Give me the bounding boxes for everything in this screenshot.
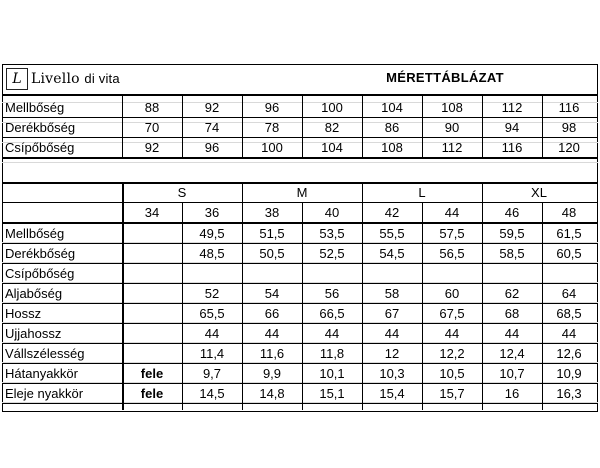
measurement-value: 55,5 <box>379 226 405 241</box>
measurement-value: 56,5 <box>439 246 465 261</box>
top-row-value: 104 <box>381 100 403 115</box>
row-divider <box>2 94 598 96</box>
brand-name: Livello <box>31 71 80 87</box>
column-divider <box>122 94 123 157</box>
logo-mark-icon: L <box>6 68 28 90</box>
top-row-label: Csípőbőség <box>5 140 75 155</box>
measurement-value: 10,5 <box>439 366 465 381</box>
top-row-value: 112 <box>501 100 523 115</box>
column-divider <box>362 94 363 157</box>
measurement-value: 64 <box>561 286 577 301</box>
column-divider <box>542 94 543 157</box>
page-title: MÉRETTÁBLÁZAT <box>386 70 504 85</box>
size-number: 34 <box>144 205 160 220</box>
measurement-value: 9,7 <box>202 366 222 381</box>
measurement-value: 15,7 <box>439 386 465 401</box>
measurement-label: Hossz <box>5 306 42 321</box>
measurement-label: Ujjahossz <box>5 326 62 341</box>
size-number: 46 <box>504 205 520 220</box>
column-divider <box>482 182 483 202</box>
measurement-value: 51,5 <box>259 226 285 241</box>
measurement-value: 52,5 <box>319 246 345 261</box>
top-row-value: 98 <box>561 120 577 135</box>
measurement-value: 15,1 <box>319 386 345 401</box>
measurement-value: 67,5 <box>439 306 465 321</box>
column-divider <box>422 94 423 157</box>
measurement-value: 54,5 <box>379 246 405 261</box>
measurement-value: 10,9 <box>556 366 582 381</box>
measurement-value: 52 <box>204 286 220 301</box>
measurement-value: 60,5 <box>556 246 582 261</box>
measurement-label: Hátanyakkör <box>5 366 78 381</box>
top-row-value: 112 <box>441 140 463 155</box>
measurement-label: Vállszélesség <box>5 346 85 361</box>
measurement-value: 10,7 <box>499 366 525 381</box>
measurement-value: 61,5 <box>556 226 582 241</box>
top-row-value: 92 <box>144 140 160 155</box>
measurement-value: 54 <box>264 286 280 301</box>
measurement-value: 66 <box>264 306 280 321</box>
measurement-value: 12,2 <box>439 346 465 361</box>
measurement-value: 11,4 <box>199 346 225 361</box>
measurement-value: 44 <box>264 326 280 341</box>
top-row-value: 70 <box>144 120 160 135</box>
measurement-value: 12,6 <box>556 346 582 361</box>
top-row-value: 86 <box>384 120 400 135</box>
measurement-label: Aljabőség <box>5 286 63 301</box>
measurement-value: 16 <box>504 386 520 401</box>
measurement-value: 44 <box>504 326 520 341</box>
measurement-value: 12,4 <box>499 346 525 361</box>
brand-sub: di vita <box>84 71 120 86</box>
size-chart <box>0 64 600 412</box>
size-number: 36 <box>204 205 220 220</box>
size-number: 48 <box>561 205 577 220</box>
top-row-value: 96 <box>204 140 220 155</box>
measurement-value: 59,5 <box>499 226 525 241</box>
measurement-value: 68 <box>504 306 520 321</box>
measurement-value: 67 <box>384 306 400 321</box>
top-row-value: 88 <box>144 100 160 115</box>
top-row-value: 120 <box>558 140 580 155</box>
measurement-value: 11,6 <box>259 346 285 361</box>
column-divider <box>362 182 363 202</box>
column-divider <box>242 182 243 202</box>
measurement-value: 10,3 <box>379 366 405 381</box>
size-group-label: XL <box>531 185 547 200</box>
measurement-value: 44 <box>324 326 340 341</box>
top-row-value: 116 <box>558 100 580 115</box>
top-row-value: 92 <box>204 100 220 115</box>
measurement-value: 62 <box>504 286 520 301</box>
measurement-label: Derékbőség <box>5 246 76 261</box>
top-row-value: 96 <box>264 100 280 115</box>
measurement-value: 16,3 <box>556 386 582 401</box>
column-divider <box>302 94 303 157</box>
top-row-value: 94 <box>504 120 520 135</box>
column-divider <box>482 94 483 157</box>
size-number: 44 <box>444 205 460 220</box>
size-number: 40 <box>324 205 340 220</box>
measurement-value: 12 <box>384 346 400 361</box>
measurement-label: Eleje nyakkör <box>5 386 84 401</box>
measurement-value: 57,5 <box>439 226 465 241</box>
top-row-value: 116 <box>501 140 523 155</box>
measurement-value: 68,5 <box>556 306 582 321</box>
measurement-value: 10,1 <box>319 366 345 381</box>
size-number: 42 <box>384 205 400 220</box>
measurement-value: 48,5 <box>199 246 225 261</box>
size-group-label: L <box>418 185 426 200</box>
measurement-value: 60 <box>444 286 460 301</box>
measurement-value: 14,5 <box>199 386 225 401</box>
top-row-value: 90 <box>444 120 460 135</box>
top-row-value: 78 <box>264 120 280 135</box>
measurement-value: 11,8 <box>319 346 345 361</box>
top-row-value: 82 <box>324 120 340 135</box>
measurement-note: fele <box>140 386 164 401</box>
top-row-value: 108 <box>381 140 403 155</box>
measurement-label: Csípőbőség <box>5 266 75 281</box>
measurement-value: 56 <box>324 286 340 301</box>
top-row-label: Mellbőség <box>5 100 65 115</box>
size-group-label: M <box>296 185 308 200</box>
measurement-value: 53,5 <box>319 226 345 241</box>
measurement-value: 9,9 <box>262 366 282 381</box>
brand-logo <box>6 68 120 90</box>
top-row-value: 100 <box>261 140 283 155</box>
row-divider <box>2 403 598 404</box>
gridline <box>2 162 598 163</box>
measurement-value: 14,8 <box>259 386 285 401</box>
top-row-value: 74 <box>204 120 220 135</box>
size-number: 38 <box>264 205 280 220</box>
top-row-label: Derékbőség <box>5 120 76 135</box>
measurement-value: 58,5 <box>499 246 525 261</box>
column-divider <box>242 94 243 157</box>
measurement-value: 15,4 <box>379 386 405 401</box>
measurement-value: 66,5 <box>319 306 345 321</box>
top-row-value: 108 <box>441 100 463 115</box>
measurement-value: 44 <box>561 326 577 341</box>
size-group-label: S <box>177 185 187 200</box>
top-row-value: 100 <box>321 100 343 115</box>
measurement-value: 44 <box>384 326 400 341</box>
row-divider <box>2 157 598 159</box>
measurement-value: 49,5 <box>199 226 225 241</box>
measurement-value: 44 <box>444 326 460 341</box>
top-row-value: 104 <box>321 140 343 155</box>
measurement-label: Mellbőség <box>5 226 65 241</box>
measurement-note: fele <box>140 366 164 381</box>
measurement-value: 65,5 <box>199 306 225 321</box>
measurement-value: 44 <box>204 326 220 341</box>
measurement-value: 58 <box>384 286 400 301</box>
column-divider <box>182 94 183 157</box>
measurement-value: 50,5 <box>259 246 285 261</box>
